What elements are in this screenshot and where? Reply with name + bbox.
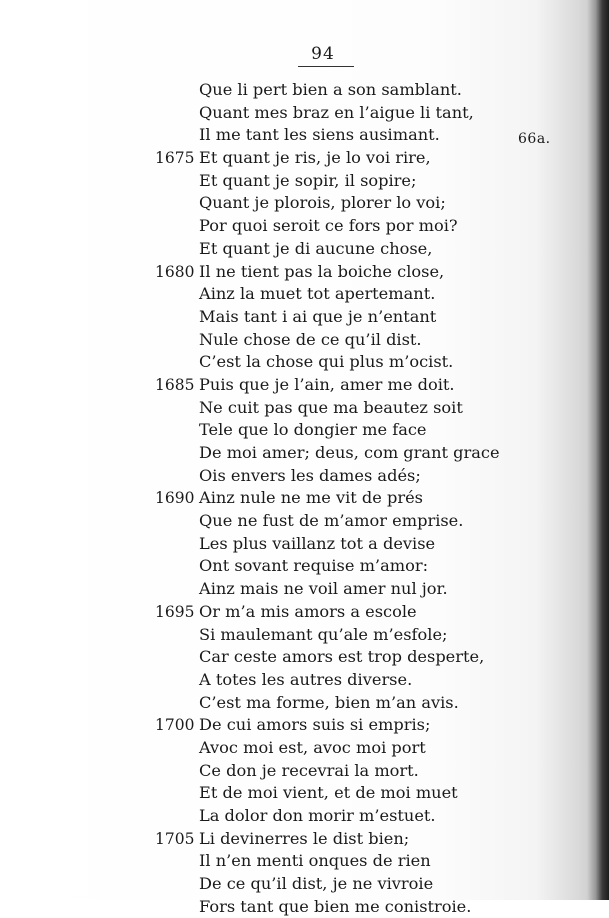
verse-text: Les plus vaillanz tot a devise [199,533,436,553]
verse-block [155,79,575,918]
verse-text: Que ne fust de m’amor emprise. [199,511,464,531]
verse-text: Quant mes braz en l’aigue li tant, [199,102,474,122]
verse-text: Li devinerres le dist bien; [199,828,410,848]
verse-text: Nule chose de ce qu’il dist. [199,329,422,349]
verse-text: Ainz mais ne voil amer nul jor. [199,579,448,599]
verse-text: C’est ma forme, bien m’an avis. [199,692,459,712]
verse-line [155,533,575,556]
verse-line [155,283,575,306]
verse-line [155,215,575,238]
verse-line [155,782,575,805]
verse-line [155,669,575,692]
verse-line [155,238,575,261]
verse-line [155,79,575,102]
verse-line [155,124,575,147]
line-number: 1685 [155,375,195,394]
line-number: 1695 [155,602,195,621]
verse-text: Ois envers les dames adés; [199,465,421,485]
verse-text: Il ne tient pas la boiche close, [199,261,445,281]
line-number: 1690 [155,489,195,508]
verse-line [155,555,575,578]
verse-line [155,192,575,215]
verse-text: Et de moi vient, et de moi muet [199,783,458,803]
line-number: 1700 [155,716,195,735]
verse-text: Ainz la muet tot apertemant. [199,284,436,304]
verse-line [155,850,575,873]
verse-text: Il n’en menti onques de rien [199,851,431,871]
verse-line [155,896,575,918]
verse-line [155,737,575,760]
verse-line [155,510,575,533]
page-gutter-shadow [587,0,609,900]
verse-line [155,873,575,896]
page-number-rule [298,66,354,67]
verse-line [155,397,575,420]
verse-line [155,578,575,601]
verse-text: Que li pert bien a son samblant. [199,80,462,99]
verse-line [155,714,575,737]
verse-text: De ce qu’il dist, je ne vivroie [199,874,434,894]
verse-text: Por quoi seroit ce fors por moi? [199,216,458,236]
verse-text: Et quant je sopir, il sopire; [199,170,417,190]
verse-line [155,692,575,715]
verse-line [155,419,575,442]
verse-text: Il me tant les siens ausimant. [199,125,440,145]
verse-text: De moi amer; deus, com grant grace [199,443,500,462]
verse-text: Et quant je di aucune chose, [199,238,433,258]
verse-line [155,170,575,193]
verse-line [155,306,575,329]
verse-line [155,624,575,647]
verse-line [155,828,575,851]
verse-line [155,442,575,465]
line-number: 1705 [155,829,195,848]
verse-line [155,646,575,669]
line-number: 1680 [155,262,195,281]
verse-line [155,102,575,125]
verse-text: Ainz nule ne me vit de prés [199,488,423,508]
verse-text: Ce don je recevrai la mort. [199,760,419,780]
verse-text: Avoc moi est, avoc moi port [199,737,426,757]
verse-line [155,329,575,352]
page-number: 94 [311,44,335,64]
verse-line [155,261,575,284]
verse-text: A totes les autres diverse. [199,669,413,689]
verse-text: Quant je plorois, plorer lo voi; [199,193,446,213]
verse-text: De cui amors suis si empris; [199,715,431,735]
verse-text: Or m’a mis amors a escole [199,601,417,621]
verse-text: C’est la chose qui plus m’ocist. [199,352,454,372]
verse-text: Puis que je l’ain, amer me doit. [199,374,455,394]
verse-text: Mais tant i ai que je n’entant [199,306,437,326]
verse-text: Ont sovant requise m’amor: [199,556,429,576]
verse-text: Et quant je ris, je lo voi rire, [199,148,431,168]
verse-text: La dolor don morir m’estuet. [199,806,436,825]
line-number: 1675 [155,149,195,168]
verse-text: Fors tant que bien me conistroie. [199,896,472,916]
verse-line [155,487,575,510]
verse-line [155,374,575,397]
verse-text: Tele que lo dongier me face [199,420,427,440]
verse-text: Car ceste amors est trop desperte, [199,647,485,667]
verse-text: Ne cuit pas que ma beautez soit [199,397,463,417]
verse-text: Si maulemant qu’ale m’esfole; [199,624,448,644]
verse-line [155,805,575,828]
verse-line [155,465,575,488]
verse-line [155,760,575,783]
verse-line [155,601,575,624]
margin-folio-note: 66a. [518,131,551,147]
verse-line [155,147,575,170]
verse-line [155,351,575,374]
